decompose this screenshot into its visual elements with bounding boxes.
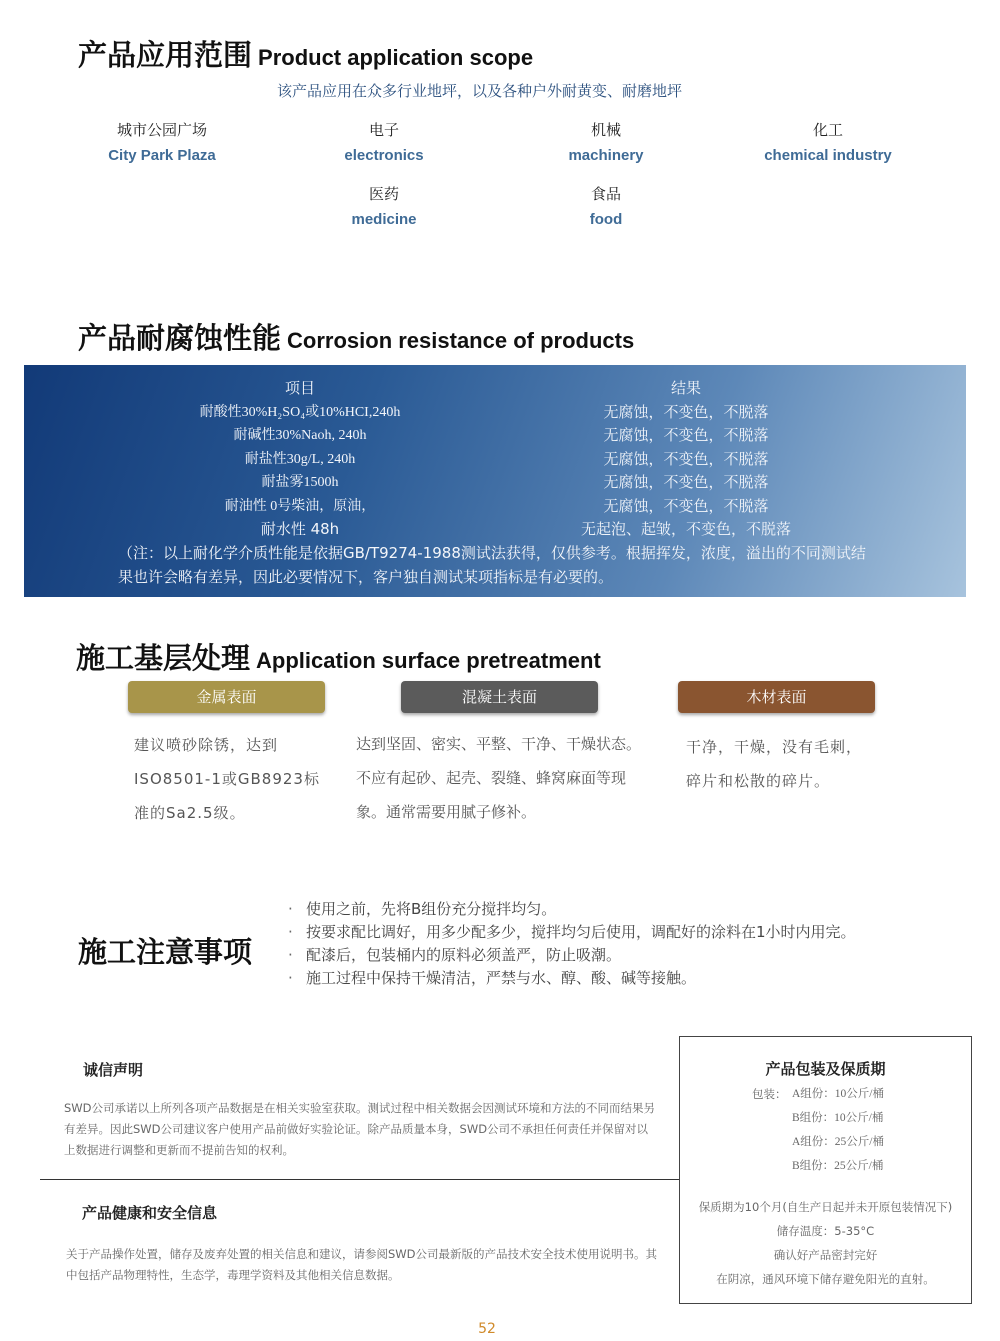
scope-item-cn: 化工 [812, 121, 843, 139]
packaging-line: B组份：10公斤/桶 [792, 1112, 884, 1124]
scope-item-cn: 医药 [368, 185, 399, 203]
tag-concrete-surface: 混凝土表面 [401, 681, 598, 713]
scope-item-en: chemical industry [764, 147, 892, 164]
declaration-text: SWD公司承诺以上所列各项产品数据是在相关实验室获取。测试过程中相关数据会因测试环境和方法的不同而结果另有差异。因此SWD公司建议客户使用产品前做好实验论证。除产品质量本身，SWD公司不承担任何责任并保留对以上数据进行调整和更新而不提前告知的权利。 [64, 1101, 656, 1157]
section-divider [40, 1179, 679, 1180]
corrosion-note: （注：以上耐化学介质性能是依据GB/T9274-1988测试法获得，仅供参考。根据挥发，浓度，溢出的不同测试结果也许会略有差异，因此必要情况下，客户独自测试某项指标是有必要的。 [118, 544, 866, 586]
corrosion-result: 无起泡、起皱，不变色，不脱落 [580, 520, 791, 538]
scope-item-en: machinery [568, 147, 644, 164]
scope-item-cn: 电子 [368, 121, 399, 139]
pretreatment-title-cn: 施工基层处理 [76, 641, 251, 675]
corrosion-item: 耐油性 0号柴油，原油， [224, 499, 376, 514]
pretreatment-title-en: Application surface pretreatment [256, 648, 601, 673]
corrosion-result: 无腐蚀，不变色，不脱落 [603, 403, 769, 421]
col-header-result: 结果 [670, 379, 701, 397]
tag-wood-surface: 木材表面 [678, 681, 875, 713]
notes-item: · 配漆后，包装桶内的原料必须盖严，防止吸潮。 [286, 944, 866, 967]
corrosion-result: 无腐蚀，不变色，不脱落 [603, 473, 769, 491]
packaging-line: A组份：25公斤/桶 [792, 1136, 884, 1148]
shelf-life: 保质期为10个月(自生产日起并未开原包装情况下) [698, 1200, 953, 1214]
scope-item-en: food [589, 211, 623, 228]
storage-advice: 在阴凉，通风环境下储存避免阳光的直射。 [716, 1272, 935, 1286]
scope-item-cn: 机械 [590, 121, 621, 139]
scope-item-en: City Park Plaza [108, 147, 216, 164]
notes-list [286, 898, 866, 990]
corrosion-title-cn: 产品耐腐蚀性能 [78, 321, 282, 355]
corrosion-title [78, 316, 634, 357]
tag-metal-surface: 金属表面 [128, 681, 325, 713]
storage-temperature: 储存温度：5-35°C [776, 1224, 875, 1238]
scope-title [78, 33, 533, 74]
corrosion-title-en: Corrosion resistance of products [287, 328, 635, 353]
scope-item-cn: 食品 [590, 185, 621, 203]
scope-item-cn: 城市公园广场 [116, 121, 207, 139]
corrosion-item: 耐水性 48h [260, 520, 340, 538]
notes-item: · 按要求配比调好，用多少配多少，搅拌均匀后使用，调配好的涂料在1小时内用完。 [286, 921, 866, 944]
corrosion-item: 耐碱性30%Naoh, 240h [233, 428, 367, 443]
scope-title-cn: 产品应用范围 [78, 38, 253, 72]
corrosion-item: 耐盐性30g/L, 240h [244, 452, 356, 467]
corrosion-item: 耐盐雾1500h [261, 475, 339, 490]
notes-item: · 使用之前，先将B组份充分搅拌均匀。 [286, 898, 866, 921]
health-title: 产品健康和安全信息 [82, 1204, 218, 1222]
pretreatment-title [76, 636, 601, 677]
corrosion-result: 无腐蚀，不变色，不脱落 [603, 497, 769, 515]
notes-item: · 施工过程中保持干燥清洁，严禁与水、醇、酸、碱等接触。 [286, 967, 866, 990]
page-number: 52 [478, 1321, 496, 1337]
col-header-item: 项目 [284, 379, 315, 397]
scope-item-en: medicine [351, 211, 417, 228]
notes-title: 施工注意事项 [78, 935, 253, 969]
packaging-line: A组份：10公斤/桶 [792, 1088, 884, 1100]
corrosion-item: 耐酸性30%H₂SO₄或10%HCI,240h [199, 405, 401, 420]
packaging-label: 包装： [752, 1087, 787, 1101]
corrosion-result: 无腐蚀，不变色，不脱落 [603, 426, 769, 444]
packaging-title: 产品包装及保质期 [765, 1060, 886, 1078]
declaration-title: 诚信声明 [83, 1061, 144, 1079]
concrete-surface-text: 达到坚固、密实、平整、干净、干燥状态。不应有起砂、起壳、裂缝、蜂窝麻面等现象。通常需要用腻子修补。 [356, 735, 642, 821]
seal-check: 确认好产品密封完好 [773, 1248, 878, 1262]
metal-surface-text: 建议喷砂除锈，达到ISO8501-1或GB8923标准的Sa2.5级。 [134, 736, 320, 822]
corrosion-result: 无腐蚀，不变色，不脱落 [603, 450, 769, 468]
wood-surface-text: 干净，干燥，没有毛刺，碎片和松散的碎片。 [686, 738, 863, 790]
scope-item-en: electronics [344, 147, 424, 164]
packaging-line: B组份：25公斤/桶 [792, 1160, 884, 1172]
scope-title-en: Product application scope [258, 45, 534, 70]
scope-subtitle: 该产品应用在众多行业地坪，以及各种户外耐黄变、耐磨地坪 [277, 82, 683, 100]
health-text: 关于产品操作处置，储存及废弃处置的相关信息和建议，请参阅SWD公司最新版的产品技术安全技术使用说明书。其中包括产品物理特性，生态学，毒理学资料及其他相关信息数据。 [66, 1247, 658, 1282]
